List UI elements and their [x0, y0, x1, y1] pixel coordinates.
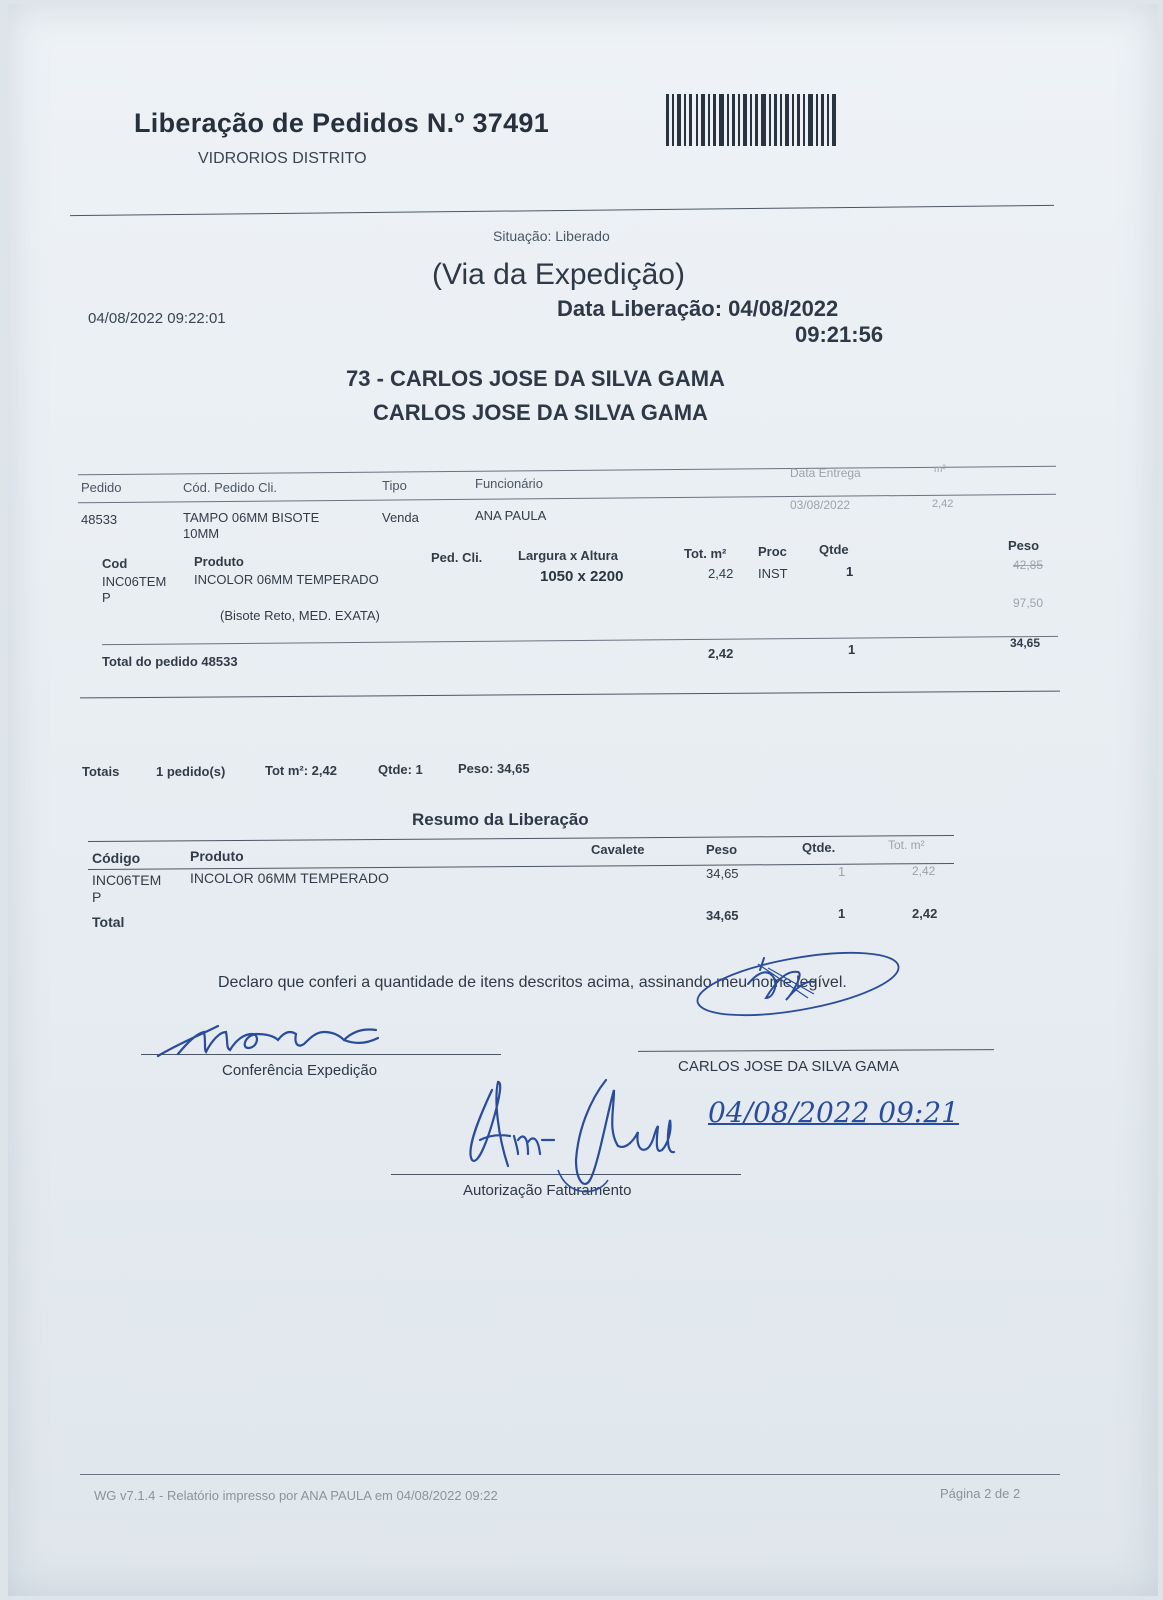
resumo-row-produto: INCOLOR 06MM TEMPERADO: [190, 870, 389, 886]
client-signature-line: [638, 1049, 994, 1052]
status-situacao: Situação: Liberado: [493, 228, 610, 244]
resumo-row-codigo-l1: INC06TEM: [92, 872, 162, 888]
col-m2: m²: [934, 464, 946, 475]
footer-divider: [80, 1474, 1060, 1475]
item-col-largura-altura: Largura x Altura: [518, 548, 618, 563]
resumo-header-divider: [88, 863, 954, 870]
client-name-line1: 73 - CARLOS JOSE DA SILVA GAMA: [346, 366, 725, 391]
barcode: [666, 94, 840, 146]
item-col-ped-cli: Ped. Cli.: [431, 550, 483, 565]
order-m2: 2,42: [932, 498, 954, 510]
autorizacao-handwritten-signature: [458, 1070, 688, 1200]
resumo-col-cavalete: Cavalete: [591, 842, 645, 857]
release-date: Data Liberação: 04/08/2022: [557, 296, 839, 321]
resumo-col-peso: Peso: [706, 842, 738, 857]
order-total-divider: [102, 636, 1058, 645]
order-header-divider: [78, 494, 1056, 504]
item-col-cod: Cod: [102, 556, 128, 571]
totais-qtde: Qtde: 1: [378, 762, 423, 777]
item-cod-l2: P: [102, 590, 111, 605]
order-data-entrega: 03/08/2022: [790, 498, 851, 512]
item-produto: INCOLOR 06MM TEMPERADO: [194, 572, 379, 587]
col-cod-pedido-cli: Cód. Pedido Cli.: [183, 480, 277, 495]
resumo-col-codigo: Código: [92, 850, 141, 866]
order-total-label: Total do pedido 48533: [102, 654, 238, 669]
footer-page-number: Página 2 de 2: [940, 1486, 1021, 1501]
resumo-total-peso: 34,65: [706, 908, 739, 923]
item-qtde: 1: [846, 564, 854, 579]
order-cod-cli-l1: TAMPO 06MM BISOTE: [183, 510, 320, 525]
col-tipo: Tipo: [382, 478, 407, 493]
resumo-col-produto: Produto: [190, 848, 244, 864]
resumo-col-qtde: Qtde.: [802, 840, 836, 855]
item-proc: INST: [758, 566, 788, 581]
order-top-divider: [78, 466, 1056, 476]
resumo-total-label: Total: [92, 914, 125, 930]
footer-printed-by: WG v7.1.4 - Relatório impresso por ANA PAULA em 04/08/2022 09:22: [94, 1488, 498, 1503]
item-largura-altura: 1050 x 2200: [540, 568, 624, 585]
client-name-line2: CARLOS JOSE DA SILVA GAMA: [373, 400, 708, 425]
totais-pedidos: 1 pedido(s): [156, 764, 226, 779]
client-signature-label: CARLOS JOSE DA SILVA GAMA: [678, 1058, 900, 1075]
item-tot-m2: 2,42: [708, 566, 734, 581]
handwritten-date: 04/08/2022 09:21: [708, 1096, 959, 1129]
company-name: VIDRORIOS DISTRITO: [198, 150, 367, 167]
totais-m2: Tot m²: 2,42: [265, 763, 337, 778]
document-title: Liberação de Pedidos N.º 37491: [134, 108, 550, 138]
print-datetime: 04/08/2022 09:22:01: [88, 310, 226, 327]
order-tipo: Venda: [382, 510, 419, 525]
order-bottom-divider: [80, 691, 1060, 699]
totais-label: Totais: [82, 764, 120, 779]
order-total-qtde: 1: [848, 642, 856, 657]
resumo-total-tot-m2: 2,42: [912, 906, 938, 921]
item-col-peso: Peso: [1008, 538, 1040, 553]
item-col-qtde: Qtde: [819, 542, 849, 557]
header-divider: [70, 205, 1054, 216]
resumo-row-tot-m2: 2,42: [912, 864, 936, 878]
resumo-title: Resumo da Liberação: [412, 810, 589, 829]
resumo-col-tot-m2: Tot. m²: [888, 838, 925, 852]
conferencia-label: Conferência Expedição: [222, 1062, 378, 1079]
autorizacao-label: Autorização Faturamento: [463, 1182, 632, 1199]
item-obs: (Bisote Reto, MED. EXATA): [220, 608, 380, 623]
via-label: (Via da Expedição): [432, 258, 685, 291]
resumo-row-peso: 34,65: [706, 866, 739, 881]
resumo-row-qtde: 1: [838, 864, 846, 879]
col-data-entrega: Data Entrega: [790, 466, 861, 480]
declaration-text: Declaro que conferi a quantidade de itens descritos acima, assinando meu nome legível.: [218, 974, 847, 991]
item-col-tot-m2: Tot. m²: [684, 546, 727, 561]
item-col-produto: Produto: [194, 554, 244, 569]
col-funcionario: Funcionário: [475, 476, 543, 491]
item-col-proc: Proc: [758, 544, 787, 559]
item-peso: 42,85: [1013, 558, 1044, 572]
order-pedido: 48533: [81, 512, 118, 527]
item-peso2: 97,50: [1013, 596, 1044, 610]
totais-peso: Peso: 34,65: [458, 761, 530, 776]
order-total-m2: 2,42: [708, 646, 734, 661]
document-page: [8, 4, 1158, 1596]
conferencia-handwritten-signature: [148, 1014, 388, 1064]
resumo-total-qtde: 1: [838, 906, 846, 921]
client-handwritten-signature: [688, 948, 948, 1018]
item-cod-l1: INC06TEM: [102, 574, 167, 589]
order-funcionario: ANA PAULA: [475, 508, 547, 523]
release-time: 09:21:56: [795, 322, 884, 347]
order-total-peso: 34,65: [1010, 636, 1041, 650]
col-pedido: Pedido: [81, 480, 122, 495]
order-cod-cli-l2: 10MM: [183, 526, 220, 541]
resumo-row-codigo-l2: P: [92, 889, 102, 905]
